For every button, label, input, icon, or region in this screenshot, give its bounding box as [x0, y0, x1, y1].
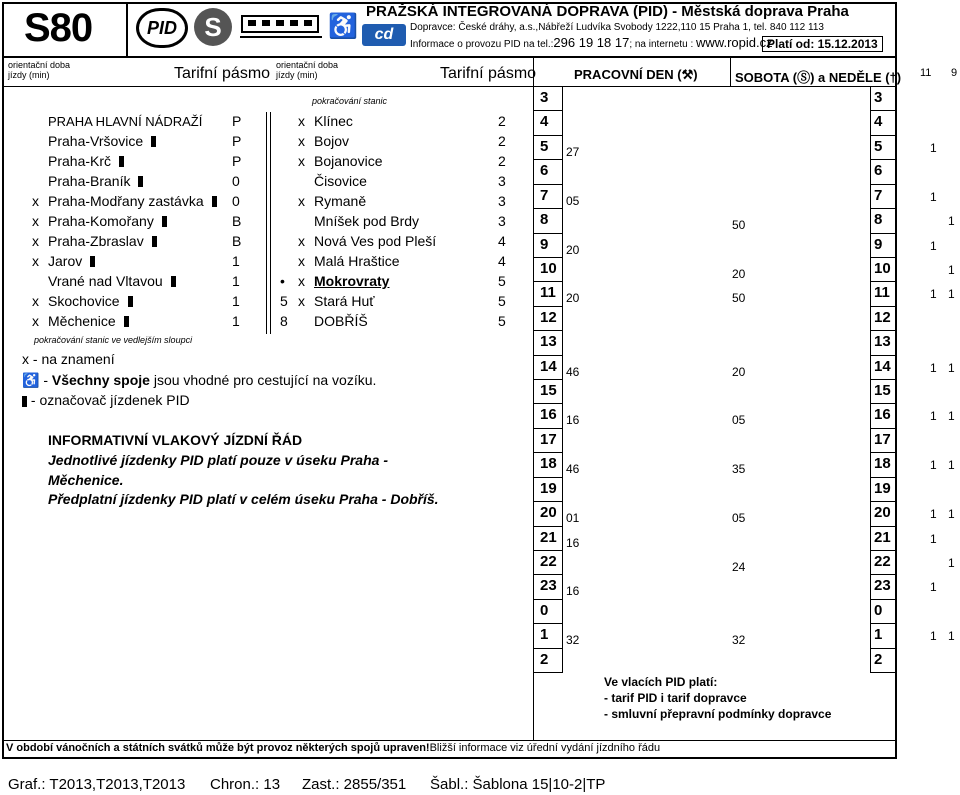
stop-name: Jarov [48, 253, 83, 269]
stop-zone: 3 [498, 213, 506, 229]
hour-row-line [534, 501, 562, 502]
stop-zone: 1 [232, 253, 240, 269]
pid-logo: PID [136, 8, 188, 48]
request-stop-mark: x [32, 213, 39, 229]
stop-zone: 4 [498, 233, 506, 249]
extra-col-1-value: 1 [930, 287, 937, 302]
stop-label [48, 273, 176, 291]
stop-name: Bojanovice [314, 153, 383, 169]
hour-right: 7 [874, 186, 883, 204]
holiday-note [6, 742, 660, 754]
request-stop-mark: x [298, 273, 305, 289]
extra-col-2-value: 1 [948, 507, 955, 522]
hour-right: 15 [874, 382, 891, 399]
stop-row [32, 252, 262, 272]
hour-row-line [870, 452, 896, 453]
weekday-minute: 20 [566, 291, 580, 306]
stop-label [48, 233, 157, 251]
travel-time-label-line1: orientační doba [8, 60, 71, 70]
zone-label-left: Tarifní pásmo [174, 65, 271, 82]
hour-row-line [870, 281, 896, 282]
hour-row-line [870, 501, 896, 502]
weekday-minute: 46 [566, 462, 580, 477]
extra-col-1-value: 1 [930, 360, 937, 375]
hour-right: 6 [874, 162, 883, 180]
stop-label [48, 193, 217, 211]
info-website-link[interactable]: www.ropid.cz [696, 35, 773, 50]
weekend-minute: 05 [732, 511, 746, 526]
request-stop-mark: x [298, 293, 305, 309]
stop-zone: 3 [498, 173, 506, 189]
stop-label [48, 113, 202, 131]
pid-note-line-1: Ve vlacích PID platí: [604, 675, 718, 689]
extra-col-2-value: 1 [948, 214, 955, 229]
hour-left: 9 [540, 235, 549, 253]
validator-icon [128, 296, 133, 307]
contact-info [410, 35, 773, 50]
hour-row-line [534, 355, 562, 356]
hour-right: 12 [874, 308, 891, 326]
hour-right: 20 [874, 504, 891, 522]
stop-name: Rymaně [314, 193, 367, 209]
travel-time: 5 [280, 293, 288, 309]
hour-left: 2 [540, 650, 549, 668]
stop-label [48, 153, 124, 171]
request-stop-mark: x [298, 193, 305, 209]
request-stop-mark: x [298, 133, 305, 149]
hour-row-line [870, 184, 896, 185]
pid-note-line-3: - smluvní přepravní podmínky dopravce [604, 707, 832, 721]
travel-time-label-line1: orientační doba [276, 60, 339, 70]
stop-label [48, 253, 95, 271]
extra-col-2-value: 1 [948, 458, 955, 473]
stop-name: Čisovice [314, 173, 367, 189]
validator-icon [90, 256, 95, 267]
stop-label [48, 213, 167, 231]
hour-right: 19 [874, 479, 891, 497]
stop-name: Klínec [314, 113, 353, 129]
stop-name: Malá Hraštice [314, 253, 400, 269]
stop-row [32, 132, 262, 152]
holiday-note-text: V období vánočních a státních svátků může být provoz některých spojů upraven! [6, 742, 430, 754]
travel-time: 8 [280, 313, 288, 329]
hour-row-line [870, 233, 896, 234]
stop-row [32, 292, 262, 312]
stop-name: Mníšek pod Brdy [314, 213, 420, 229]
validator-icon [171, 276, 176, 287]
hour-left: 1 [540, 626, 549, 644]
legend-on-request: x - na znamení [22, 351, 115, 367]
page-title: PRAŽSKÁ INTEGROVANÁ DOPRAVA (PID) - Městská doprava Praha [366, 3, 849, 20]
official-timetable-note: Bližší informace viz úřední vydání jízdního řádu [429, 742, 661, 754]
weekend-minute: 20 [732, 364, 746, 379]
hour-right: 8 [874, 211, 883, 229]
stop-row [276, 112, 516, 132]
hour-row-line [870, 403, 896, 404]
request-stop-mark: x [32, 253, 39, 269]
stop-row [276, 172, 516, 192]
stops-divider-a [266, 112, 267, 334]
stop-row [276, 192, 516, 212]
request-stop-mark: x [32, 293, 39, 309]
hour-row-line [534, 110, 562, 111]
header-divider [2, 56, 897, 58]
footer-sabl: Šabl.: Šablona 15|10-2|TP [430, 776, 606, 793]
weekday-minute: 32 [566, 633, 580, 648]
hour-right: 5 [874, 137, 883, 155]
info-title: INFORMATIVNÍ VLAKOVÝ JÍZDNÍ ŘÁD [48, 432, 303, 448]
hour-left: 22 [540, 552, 557, 570]
request-stop-mark: x [32, 193, 39, 209]
hour-row-line [534, 428, 562, 429]
extra-col-2-header: 9 [951, 67, 958, 79]
hour-left: 20 [540, 504, 557, 522]
weekday-header: PRACOVNÍ DEN (⚒) [574, 67, 698, 82]
request-stop-mark: x [298, 153, 305, 169]
stop-name: Praha-Krč [48, 153, 112, 169]
hour-right: 1 [874, 626, 883, 644]
stop-name: Měchenice [48, 313, 116, 329]
travel-time-label-right [276, 60, 338, 80]
extra-col-2-value: 1 [948, 555, 955, 570]
hour-left: 18 [540, 455, 557, 473]
hour-left: 3 [540, 89, 549, 106]
hour-row-line [534, 477, 562, 478]
hour-row-line [534, 208, 562, 209]
hour-right: 9 [874, 235, 883, 253]
stop-zone: 1 [232, 293, 240, 309]
stop-row [276, 272, 516, 292]
hour-row-line [870, 550, 896, 551]
extra-col-1-value: 1 [930, 507, 937, 522]
hour-right: 13 [874, 333, 891, 351]
request-stop-mark: x [32, 233, 39, 249]
stop-zone: 5 [498, 313, 506, 329]
hour-row-line [534, 526, 562, 527]
hour-right: 4 [874, 113, 883, 131]
pid-validity-note [604, 674, 831, 722]
hour-row-line [870, 648, 896, 649]
hour-left: 13 [540, 333, 557, 351]
info-phone[interactable]: 296 19 18 17 [553, 35, 630, 50]
weekday-minute: 20 [566, 242, 580, 257]
hour-row-line [534, 648, 562, 649]
stop-zone: 2 [498, 113, 506, 129]
hour-left: 19 [540, 479, 557, 497]
hour-row-line [534, 403, 562, 404]
hour-left: 6 [540, 162, 549, 180]
weekend-header: SOBOTA (Ⓢ) a NEDĚLE (†) [735, 70, 902, 85]
hour-right: 16 [874, 406, 891, 424]
travel-time-label-left [8, 60, 70, 80]
hour-right: 22 [874, 552, 891, 570]
s-train-logo: S [194, 8, 232, 46]
hour-row-line [534, 574, 562, 575]
stop-zone: 3 [498, 193, 506, 209]
train-icon [240, 12, 322, 40]
travel-time: • [280, 273, 285, 289]
hour-row-line [870, 526, 896, 527]
stop-name: Stará Huť [314, 293, 375, 309]
stop-zone: P [232, 113, 242, 129]
validator-icon [124, 316, 129, 327]
extra-col-1-value: 1 [930, 238, 937, 253]
stop-name: Skochovice [48, 293, 120, 309]
stop-zone: 1 [232, 313, 240, 329]
stop-name: DOBŘÍŠ [314, 313, 368, 329]
travel-time-label-line2: jízdy (min) [276, 70, 318, 80]
weekend-minute: 32 [732, 633, 746, 648]
hour-left: 5 [540, 137, 549, 155]
stop-row [32, 192, 262, 212]
weekday-minute: 16 [566, 413, 580, 428]
pid-note-line-2: - tarif PID i tarif dopravce [604, 691, 747, 705]
hour-row-line [534, 257, 562, 258]
timetable-grid [534, 87, 960, 673]
hour-row-line [534, 599, 562, 600]
stop-name: Praha-Modřany zastávka [48, 193, 204, 209]
hour-row-line [534, 379, 562, 380]
request-stop-mark: x [298, 253, 305, 269]
stop-zone: 1 [232, 273, 240, 289]
weekend-minute: 20 [732, 266, 746, 281]
extra-col-1-header: 11 [920, 67, 932, 79]
hour-right: 17 [874, 430, 891, 448]
valid-from: Platí od: 15.12.2013 [762, 36, 883, 52]
zone-label-right: Tarifní pásmo [440, 65, 537, 82]
stop-label [48, 293, 133, 311]
hour-row-line [534, 184, 562, 185]
extra-col-1-value: 1 [930, 531, 937, 546]
hour-left: 11 [540, 284, 556, 302]
hour-left: 14 [540, 357, 557, 375]
info-line-1: Jednotlivé jízdenky PID platí pouze v úseku Praha - [48, 452, 388, 468]
weekday-minute: 46 [566, 364, 580, 379]
extra-col-1-value: 1 [930, 629, 937, 644]
travel-time-label-line2: jízdy (min) [8, 70, 50, 80]
hour-row-line [870, 257, 896, 258]
hour-right: 23 [874, 577, 891, 595]
stop-zone: 5 [498, 293, 506, 309]
stop-name: Vrané nad Vltavou [48, 273, 163, 289]
legend-wheelchair-text: jsou vhodné pro cestující na vozíku. [149, 372, 377, 388]
extra-col-1-value: 1 [930, 458, 937, 473]
validator-icon [151, 136, 156, 147]
stop-name: Mokrovraty [314, 273, 390, 289]
info-prefix: Informace o provozu PID na tel.: [410, 39, 554, 50]
stops-divider-b [270, 112, 271, 334]
line-box-divider [126, 4, 128, 56]
line-number: S80 [24, 6, 93, 50]
hour-right: 14 [874, 357, 891, 375]
request-stop-mark: x [298, 113, 305, 129]
stop-row [276, 312, 516, 332]
weekday-minute: 16 [566, 584, 580, 599]
extra-col-1-value: 1 [930, 140, 937, 155]
hour-row-line [870, 135, 896, 136]
extra-col-2-value: 1 [948, 409, 955, 424]
weekday-minute: 01 [566, 511, 580, 526]
footer-chron: Chron.: 13 [210, 776, 281, 793]
carrier-info: Dopravce: České dráhy, a.s.,Nábřeží Ludvíka Svobody 1222,110 15 Praha 1, tel. 840 112 113 [410, 22, 824, 33]
stop-zone: 2 [498, 133, 506, 149]
stop-row [276, 212, 516, 232]
stop-zone: 0 [232, 193, 240, 209]
hour-row-line [870, 110, 896, 111]
weekday-minute: 05 [566, 193, 580, 208]
hour-row-line [534, 623, 562, 624]
stop-zone: P [232, 133, 242, 149]
weekday-minute: 27 [566, 144, 580, 159]
hour-row-line [534, 550, 562, 551]
hour-right: 11 [874, 284, 890, 302]
weekday-minute: 16 [566, 535, 580, 550]
stop-zone: B [232, 213, 242, 229]
stop-row [32, 212, 262, 232]
extra-col-2-value: 1 [948, 629, 955, 644]
hour-row-line [870, 672, 896, 673]
hour-row-line [534, 672, 562, 673]
stop-row [32, 172, 262, 192]
stop-row [32, 272, 262, 292]
hour-row-line [870, 599, 896, 600]
hour-row-line [870, 306, 896, 307]
hour-right: 18 [874, 455, 891, 473]
hour-right: 10 [874, 259, 891, 277]
hour-row-line [870, 379, 896, 380]
footer-zast: Zast.: 2855/351 [302, 776, 407, 793]
stop-row [32, 232, 262, 252]
hour-left: 7 [540, 186, 549, 204]
hour-row-line [534, 135, 562, 136]
stop-row [32, 112, 262, 132]
hour-row-line [534, 330, 562, 331]
stop-zone: B [232, 233, 242, 249]
validator-icon [212, 196, 217, 207]
stop-name: Bojov [314, 133, 350, 149]
legend-wheelchair-bold: Všechny spoje [51, 372, 150, 388]
hour-right: 2 [874, 650, 883, 668]
stop-name: Praha-Vršovice [48, 133, 144, 149]
stop-name: Nová Ves pod Pleší [314, 233, 437, 249]
hour-row-line [534, 159, 562, 160]
stop-label [48, 173, 143, 191]
request-stop-mark: x [298, 233, 305, 249]
weekday-weekend-divider [730, 58, 731, 86]
bottom-note-divider [2, 740, 897, 741]
info-mid: ; na internetu : [629, 39, 694, 50]
request-stop-mark: x [32, 313, 39, 329]
validator-icon [119, 156, 124, 167]
hour-left: 23 [540, 577, 557, 595]
weekend-minute: 35 [732, 462, 746, 477]
footer-graf: Graf.: T2013,T2013,T2013 [8, 776, 186, 793]
extra-col-1-value: 1 [930, 580, 937, 595]
hour-left: 12 [540, 308, 557, 326]
wheelchair-icon: ♿ [328, 13, 358, 40]
stop-name: Praha-Zbraslav [48, 233, 144, 249]
stop-zone: 4 [498, 253, 506, 269]
continuation-note-top: pokračování stanic [312, 96, 388, 106]
stop-row [276, 292, 516, 312]
hour-row-line [870, 623, 896, 624]
hour-row-line [534, 233, 562, 234]
stop-row [32, 312, 262, 332]
hour-left: 21 [540, 528, 557, 546]
hour-right: 0 [874, 601, 883, 619]
stop-zone: 0 [232, 173, 240, 189]
stop-label [48, 313, 129, 331]
info-line-2: Měchenice. [48, 472, 124, 488]
hour-row-line [870, 477, 896, 478]
stop-row [276, 232, 516, 252]
hour-row-line [870, 159, 896, 160]
weekend-minute: 50 [732, 218, 746, 233]
hour-row-line [870, 355, 896, 356]
stop-zone: 2 [498, 153, 506, 169]
hour-row-line [534, 306, 562, 307]
stop-row [276, 132, 516, 152]
hour-left: 10 [540, 259, 557, 277]
extra-col-1-value: 1 [930, 409, 937, 424]
weekend-minute: 50 [732, 291, 746, 306]
extra-col-2-value: 1 [948, 262, 955, 277]
stop-name: PRAHA HLAVNÍ NÁDRAŽÍ [48, 114, 203, 129]
cd-logo: cd [362, 24, 406, 46]
stop-zone: 5 [498, 273, 506, 289]
info-line-3: Předplatní jízdenky PID platí v celém úseku Praha - Dobříš. [48, 491, 439, 507]
extra-col-2-value: 1 [948, 360, 955, 375]
validator-icon [152, 236, 157, 247]
hour-left: 15 [540, 382, 557, 399]
hour-left: 16 [540, 406, 557, 424]
legend-wheelchair: ♿ - Všechny spoje jsou vhodné pro cestující na vozíku. [22, 372, 377, 388]
hour-right: 3 [874, 89, 883, 106]
hour-row-line [534, 281, 562, 282]
hour-right: 21 [874, 528, 891, 546]
hour-left: 0 [540, 601, 549, 619]
stop-row [276, 252, 516, 272]
wheelchair-icon: ♿ [22, 372, 40, 388]
hour-row-line [870, 428, 896, 429]
hour-left: 17 [540, 430, 557, 448]
stop-name: Praha-Komořany [48, 213, 154, 229]
hour-left: 8 [540, 211, 549, 229]
hour-row-line [870, 330, 896, 331]
stop-name: Praha-Braník [48, 173, 131, 189]
stop-row [32, 152, 262, 172]
legend-validator-text: - označovač jízdenek PID [27, 392, 190, 408]
validator-icon [138, 176, 143, 187]
stop-label [48, 133, 156, 151]
extra-col-1-value: 1 [930, 189, 937, 204]
continuation-note-bottom: pokračování stanic ve vedlejším sloupci [34, 335, 193, 345]
weekend-minute: 24 [732, 559, 746, 574]
hour-row-line [870, 208, 896, 209]
legend-validator [22, 392, 190, 408]
stop-zone: P [232, 153, 242, 169]
hour-left: 4 [540, 113, 549, 131]
stop-row [276, 152, 516, 172]
weekend-minute: 05 [732, 413, 746, 428]
validator-icon [162, 216, 167, 227]
hour-row-line [870, 574, 896, 575]
hour-row-line [534, 452, 562, 453]
extra-col-2-value: 1 [948, 287, 955, 302]
